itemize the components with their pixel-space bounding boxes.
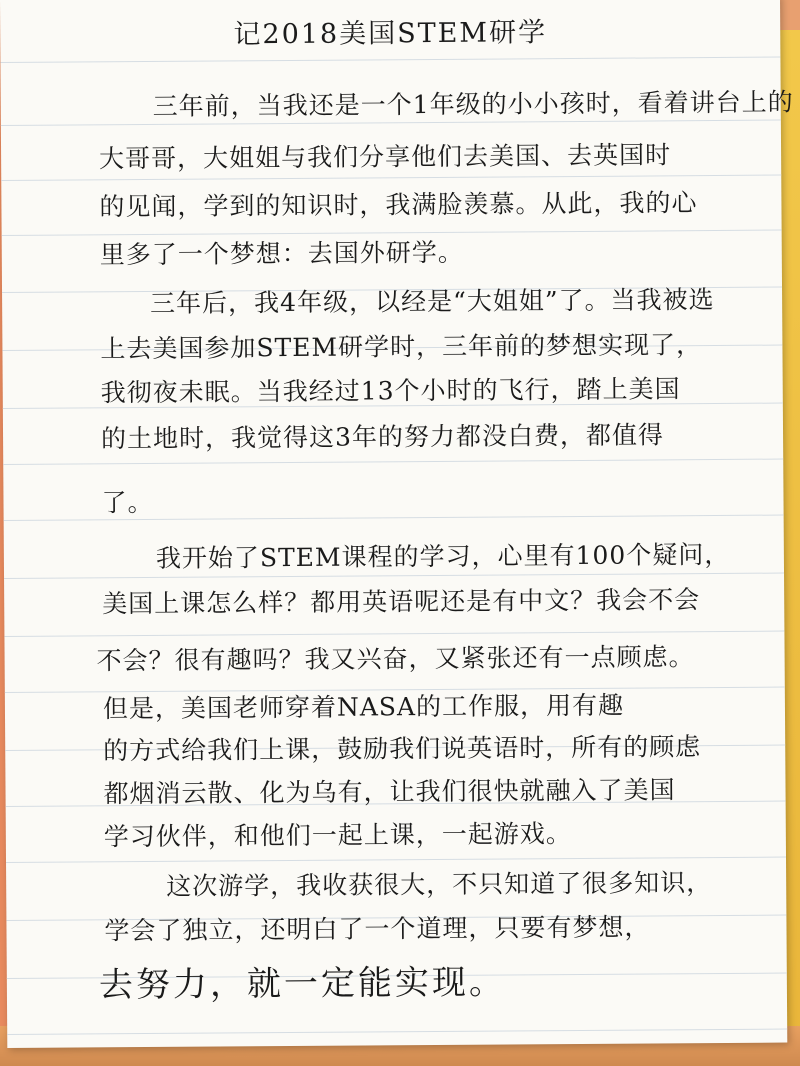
text-line-15: 都烟消云散、化为乌有，让我们很快就融入了美国 [103,775,676,809]
text-line-14: 的方式给我们上课，鼓励我们说英语时，所有的顾虑 [103,732,702,766]
text-line-7: 我彻夜未眠。当我经过13个小时的飞行，踏上美国 [100,374,681,408]
ruled-line [0,57,780,63]
ruled-line [1,175,781,181]
text-line-8: 的土地时，我觉得这3年的努力都没白费，都值得 [100,420,665,454]
text-line-9: 了。 [101,487,154,518]
page-title: 记2018美国STEM研学 [233,17,548,51]
ruled-line [7,1029,787,1035]
text-line-16: 学习伙伴，和他们一起上课，一起游戏。 [103,819,572,852]
ruled-line [3,459,783,465]
text-line-1: 三年前，当我还是一个1年级的小小孩时，看着讲台上的 [152,87,794,121]
text-line-17: 这次游学，我收获很大，不只知道了很多知识， [166,868,713,901]
text-line-18: 学会了独立，还明白了一个道理，只要有梦想， [104,912,651,946]
text-line-4: 里多了一个梦想：去国外研学。 [99,237,464,270]
text-line-12: 不会？很有趣吗？我又兴奋，又紧张还有一点顾虑。 [96,642,695,676]
text-line-5: 三年后，我4年级，以经是“大姐姐”了。当我被选 [150,285,715,318]
text-line-3: 的见闻，学到的知识时，我满脸羡慕。从此，我的心 [99,188,698,222]
text-line-19: 去努力，就一定能实现。 [98,962,507,1006]
text-line-10: 我开始了STEM课程的学习，心里有100个疑问， [155,539,731,573]
ruled-line [4,631,784,637]
text-line-2: 大哥哥，大姐姐与我们分享他们去美国、去英国时 [99,140,672,174]
text-line-13: 但是，美国老师穿着NASA的工作服，用有趣 [102,690,625,724]
ruled-line [4,573,784,579]
ruled-line [6,857,786,863]
text-line-11: 美国上课怎么样？都用英语呢还是有中文？我会不会 [102,585,701,619]
text-line-6: 上去美国参加STEM研学时，三年前的梦想实现了， [100,330,703,364]
